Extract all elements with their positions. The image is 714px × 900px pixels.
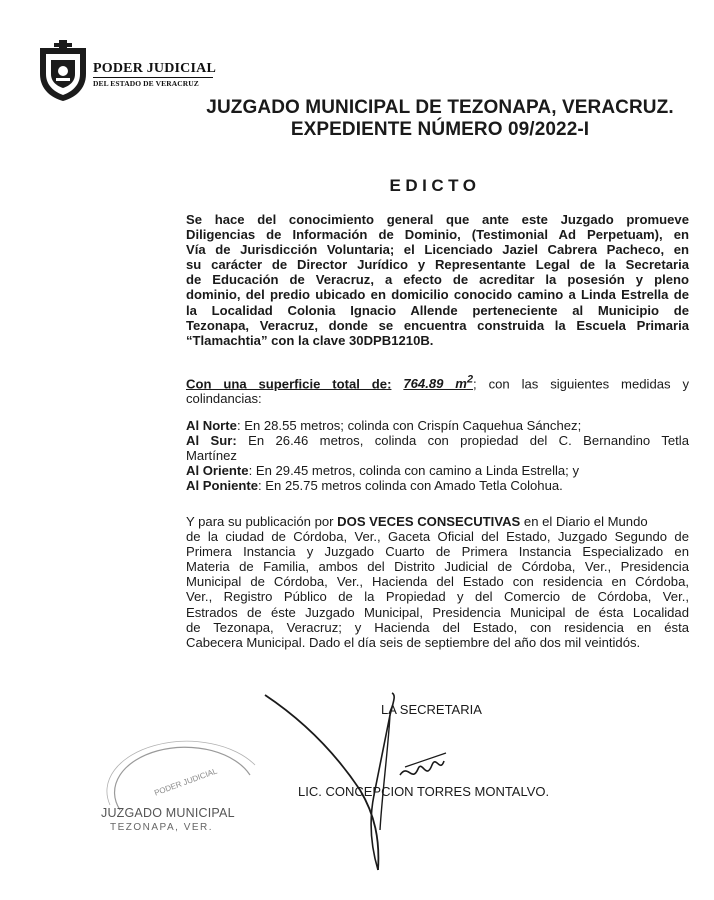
boundary-label: Al Norte bbox=[186, 418, 237, 433]
poder-judicial-shield-icon bbox=[30, 38, 96, 104]
paragraph-line: Vía de Jurisdicción Voluntaria; el Licenciado Jaziel Cabrera Pacheco, en bbox=[186, 242, 689, 258]
paragraph-line: Se hace del conocimiento general que ante este Juzgado promueve bbox=[186, 212, 689, 227]
paragraph-line: dominio, del predio ubicado en domicilio conocido camino a Linda Estrella de bbox=[186, 287, 689, 303]
boundary-label: Al Oriente bbox=[186, 463, 249, 479]
court-stamp bbox=[80, 735, 260, 865]
surface-rest: ; con las siguientes medidas y bbox=[473, 376, 689, 392]
paragraph-line: Materia de Familia, ambos del Distrito Judicial de Córdoba, Ver., Presidencia bbox=[186, 559, 689, 575]
boundary-label: Al Sur: bbox=[186, 433, 237, 449]
publication-suffix: en el Diario el Mundo bbox=[520, 514, 648, 529]
surface-number: 764.89 m bbox=[403, 376, 467, 392]
paragraph-line: Primera Instancia y Juzgado Cuarto de Primera Instancia Especializado en bbox=[186, 544, 689, 560]
stamp-arc-text: PODER JUDICIAL bbox=[153, 766, 219, 798]
paragraph-line: Ver., Registro Público de la Propiedad y del Comercio de Córdoba, Ver., bbox=[186, 589, 689, 605]
boundary-text: En 26.46 metros, colinda con propiedad del C. Bernandino Tetla bbox=[236, 433, 689, 449]
logo-subtitle: DEL ESTADO DE VERACRUZ bbox=[93, 77, 213, 88]
logo-wordmark bbox=[93, 62, 216, 88]
paragraph-line: Municipal de Córdoba, Ver., Hacienda del Estado con residencia en Córdoba, bbox=[186, 574, 689, 590]
handwritten-signature bbox=[250, 655, 470, 895]
document-title: EDICTO bbox=[389, 176, 481, 195]
logo-name: PODER JUDICIAL bbox=[93, 61, 216, 76]
surface-line: colindancias: bbox=[186, 391, 262, 407]
intro-paragraph bbox=[186, 212, 689, 348]
paragraph-line: Diligencias de Información de Dominio, (Testimonial Ad Perpetuam), en bbox=[186, 227, 689, 243]
paragraph-line bbox=[186, 514, 689, 529]
boundary-north bbox=[186, 418, 689, 433]
boundaries-list bbox=[186, 418, 689, 493]
boundary-east bbox=[186, 463, 689, 478]
document-header bbox=[140, 97, 714, 141]
paragraph-line: de Tezonapa, Veracruz; y Hacienda del Estado, con residencia en ésta bbox=[186, 619, 689, 635]
signer-role: LA SECRETARIA bbox=[381, 702, 482, 717]
signer-name: LIC. CONCEPCION TORRES MONTALVO. bbox=[298, 784, 550, 799]
paragraph-line: “Tlamachtia” con la clave 30DPB1210B. bbox=[186, 332, 434, 348]
surface-paragraph bbox=[186, 373, 689, 407]
publication-paragraph bbox=[186, 514, 689, 650]
file-number: EXPEDIENTE NÚMERO 09/2022-I bbox=[290, 119, 590, 140]
paragraph-line: la Localidad Colonia Ignacio Allende perteneciente al Municipio de bbox=[186, 302, 689, 318]
boundary-text: : En 29.45 metros, colinda con camino a Linda Estrella; y bbox=[248, 463, 580, 479]
surface-line bbox=[186, 373, 689, 391]
paragraph-line: de Educación de Veracruz, a efecto de acreditar la posesión y pleno bbox=[186, 272, 689, 288]
paragraph-line: Estrados de éste Juzgado Municipal, Presidencia Municipal de ésta Localidad bbox=[186, 604, 689, 620]
stamp-line-2: TEZONAPA, VER. bbox=[110, 822, 214, 833]
paragraph-line: de la ciudad de Córdoba, Ver., Gaceta Oficial del Estado, Juzgado Segundo de bbox=[186, 529, 689, 545]
paragraph-line: su carácter de Director Jurídico y Representante Legal de la Secretaria bbox=[186, 257, 689, 273]
paragraph-line: Tezonapa, Veracruz, donde se encuentra construida la Escuela Primaria bbox=[186, 317, 689, 333]
paragraph-line: Cabecera Municipal. Dado el día seis de septiembre del año dos mil veintidós. bbox=[186, 634, 641, 650]
boundary-west bbox=[186, 478, 689, 493]
boundary-south-cont: Martínez bbox=[186, 448, 237, 464]
publication-emphasis: DOS VECES CONSECUTIVAS bbox=[337, 514, 521, 529]
boundary-text: : En 25.75 metros colinda con Amado Tetla Colohua. bbox=[258, 478, 563, 494]
surface-value bbox=[403, 376, 473, 391]
boundary-label: Al Poniente bbox=[186, 478, 259, 494]
surface-unit-exponent: 2 bbox=[466, 374, 474, 386]
boundary-text: : En 28.55 metros; colinda con Crispín Caquehua Sánchez; bbox=[236, 418, 582, 433]
boundary-south bbox=[186, 433, 689, 448]
surface-label: Con una superficie total de: bbox=[186, 376, 392, 392]
publication-prefix: Y para su publicación por bbox=[186, 514, 338, 529]
stamp-line-1: JUZGADO MUNICIPAL bbox=[101, 806, 235, 820]
court-name: JUZGADO MUNICIPAL DE TEZONAPA, VERACRUZ. bbox=[206, 97, 674, 118]
